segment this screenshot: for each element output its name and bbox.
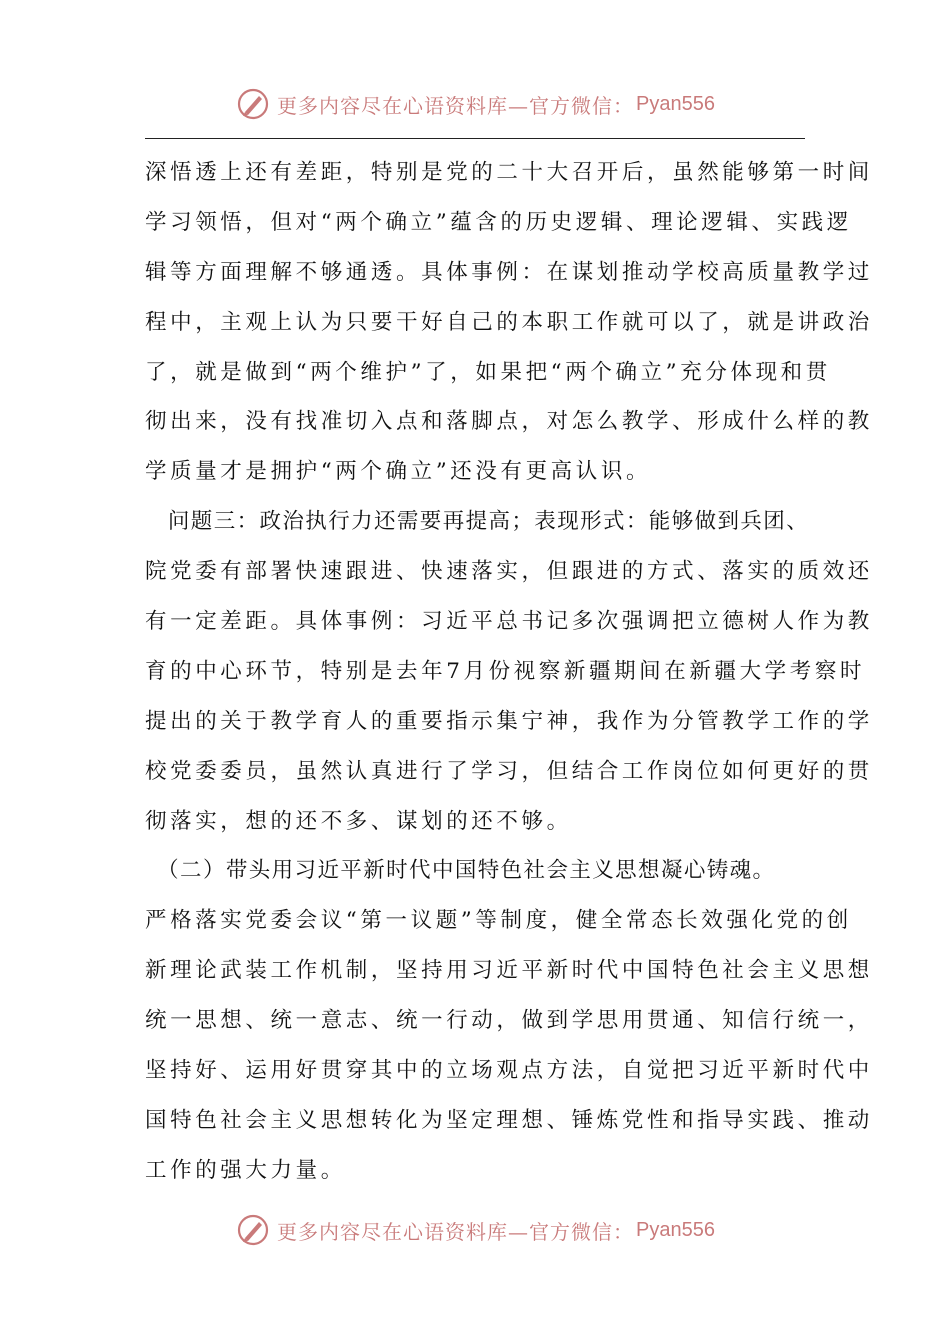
text-line: 校党委委员，虽然认真进行了学习，但结合工作岗位如何更好的贯 <box>145 758 873 784</box>
text-line: 新理论武装工作机制，坚持用习近平新时代中国特色社会主义思想 <box>145 958 873 984</box>
footer-watermark-text: 更多内容尽在心语资料库—官方微信： <box>277 1219 635 1244</box>
document-body <box>145 148 873 1196</box>
text-line: 辑等方面理解不够通透。具体事例：在谋划推动学校高质量教学过 <box>145 259 873 285</box>
header-divider <box>145 138 805 139</box>
text-line: （二）带头用习近平新时代中国特色社会主义思想凝心铸魂。 <box>145 858 776 884</box>
text-line: 问题三：政治执行力还需要再提高；表现形式：能够做到兵团、 <box>145 509 810 535</box>
text-line: 国特色社会主义思想转化为坚定理想、锤炼党性和指导实践、推动 <box>145 1107 873 1133</box>
text-line: 院党委有部署快速跟进、快速落实，但跟进的方式、落实的质效还 <box>145 559 873 585</box>
text-line: 统一思想、统一意志、统一行动，做到学思用贯通、知信行统一， <box>145 1008 873 1034</box>
header-watermark-handle: Pyan556 <box>636 92 715 115</box>
text-line: 学习领悟，但对“两个确立”蕴含的历史逻辑、理论逻辑、实践逻 <box>145 209 852 235</box>
text-line: 学质量才是拥护“两个确立”还没有更高认识。 <box>145 459 652 485</box>
text-line: 程中，主观上认为只要干好自己的本职工作就可以了，就是讲政治 <box>145 309 873 335</box>
text-line: 彻出来，没有找准切入点和落脚点，对怎么教学、形成什么样的教 <box>145 409 873 435</box>
header-watermark-text: 更多内容尽在心语资料库—官方微信： <box>277 93 635 118</box>
footer-watermark-handle: Pyan556 <box>636 1218 715 1241</box>
text-line: 工作的强大力量。 <box>145 1157 346 1183</box>
text-line: 坚持好、运用好贯穿其中的立场观点方法，自觉把习近平新时代中 <box>145 1058 873 1084</box>
pen-logo-icon <box>235 1212 271 1248</box>
text-line: 有一定差距。具体事例：习近平总书记多次强调把立德树人作为教 <box>145 609 873 635</box>
text-line: 严格落实党委会议“第一议题”等制度，健全常态长效强化党的创 <box>145 908 852 934</box>
text-line: 彻落实，想的还不多、谋划的还不够。 <box>145 808 572 834</box>
pen-logo-icon <box>235 86 271 122</box>
text-line: 深悟透上还有差距，特别是党的二十大召开后，虽然能够第一时间 <box>145 160 873 185</box>
header-watermark <box>0 82 950 126</box>
text-line: 提出的关于教学育人的重要指示集宁神，我作为分管教学工作的学 <box>145 708 873 734</box>
text-line: 育的中心环节，特别是去年7月份视察新疆期间在新疆大学考察时 <box>145 658 866 684</box>
text-line: 了，就是做到“两个维护”了，如果把“两个确立”充分体现和贯 <box>145 359 831 385</box>
footer-watermark <box>0 1208 950 1252</box>
